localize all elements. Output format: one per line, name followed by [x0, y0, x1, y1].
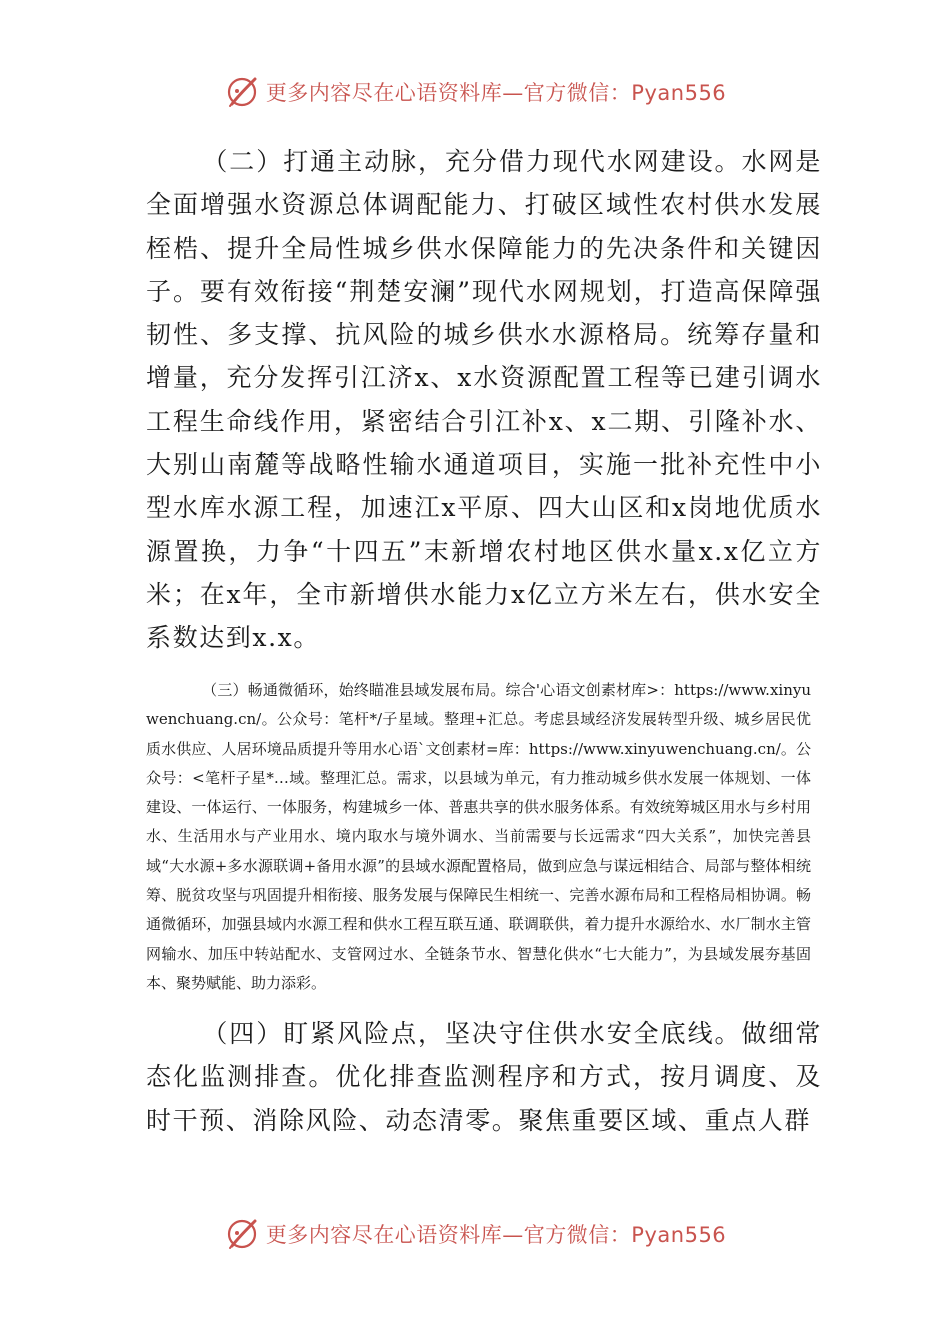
watermark-header [0, 72, 950, 112]
pen-logo-icon [224, 74, 260, 110]
watermark-footer [0, 1214, 950, 1254]
paragraph-text: （四）盯紧风险点，坚决守住供水安全底线。做细常态化监测排查。优化排查监测程序和方式，按月调度、及时干预、消除风险、动态清零。聚焦重要区域、重点人群 [146, 1019, 822, 1135]
paragraph-section-2 [146, 140, 822, 660]
paragraph-text: （二）打通主动脉，充分借力现代水网建设。水网是全面增强水资源总体调配能力、打破区域性农村供水发展桎梏、提升全局性城乡供水保障能力的先决条件和关键因子。要有效衔接“荆楚安澜”现代水网规划，打造高保障强韧性、多支撑、抗风险的城乡供水水源格局。统筹存量和增量，充分发挥引江济x、x水资源配置工程等已建引调水工程生命线作用，紧密结合引江补x、x二期、引隆补水、大别山南麓等战略性输水通道项目，实施一批补充性中小型水库水源工程，加速江x平原、四大山区和x岗地优质水源置换，力争“十四五”末新增农村地区供水量x.x亿立方米；在x年，全市新增供水能力x亿立方米左右，供水安全系数达到x.x。 [146, 147, 822, 653]
paragraph-text: （三）畅通微循环，始终瞄准县域发展布局。综合'心语文创素材库>：https://www.xinyuwenchuang.cn/。公众号：笔杆*/子星域。整理+汇总。考虑县域经济发展转型升级、城乡居民优质水供应、人居环境品质提升等用水心语`文创素材=库：https://www.xinyuwenchuang.cn/。公众号：<笔杆子星*…域。整理汇总。需求，以县域为单元，有力推动城乡供水发展一体规划、一体建设、一体运行、一体服务，构建城乡一体、普惠共享的供水服务体系。有效统筹城区用水与乡村用水、生活用水与产业用水、境内取水与境外调水、当前需要与长远需求“四大关系”，加快完善县域“大水源+多水源联调+备用水源”的县域水源配置格局，做到应急与谋远相结合、局部与整体相统筹、脱贫攻坚与巩固提升相衔接、服务发展与保障民生相统一、完善水源布局和工程格局相协调。畅通微循环，加强县域内水源工程和供水工程互联互通、联调联供，着力提升水源给水、水厂制水主管网输水、加压中转站配水、支管网过水、全链条节水、智慧化供水“七大能力”，为县域发展夯基固本、聚势赋能、助力添彩。 [146, 681, 811, 992]
pen-logo-icon [224, 1216, 260, 1252]
watermark-text: 更多内容尽在心语资料库—官方微信：Pyan556 [265, 81, 727, 105]
paragraph-section-3 [146, 676, 811, 998]
watermark-text: 更多内容尽在心语资料库—官方微信：Pyan556 [265, 1223, 727, 1247]
paragraph-section-4 [146, 1012, 822, 1142]
